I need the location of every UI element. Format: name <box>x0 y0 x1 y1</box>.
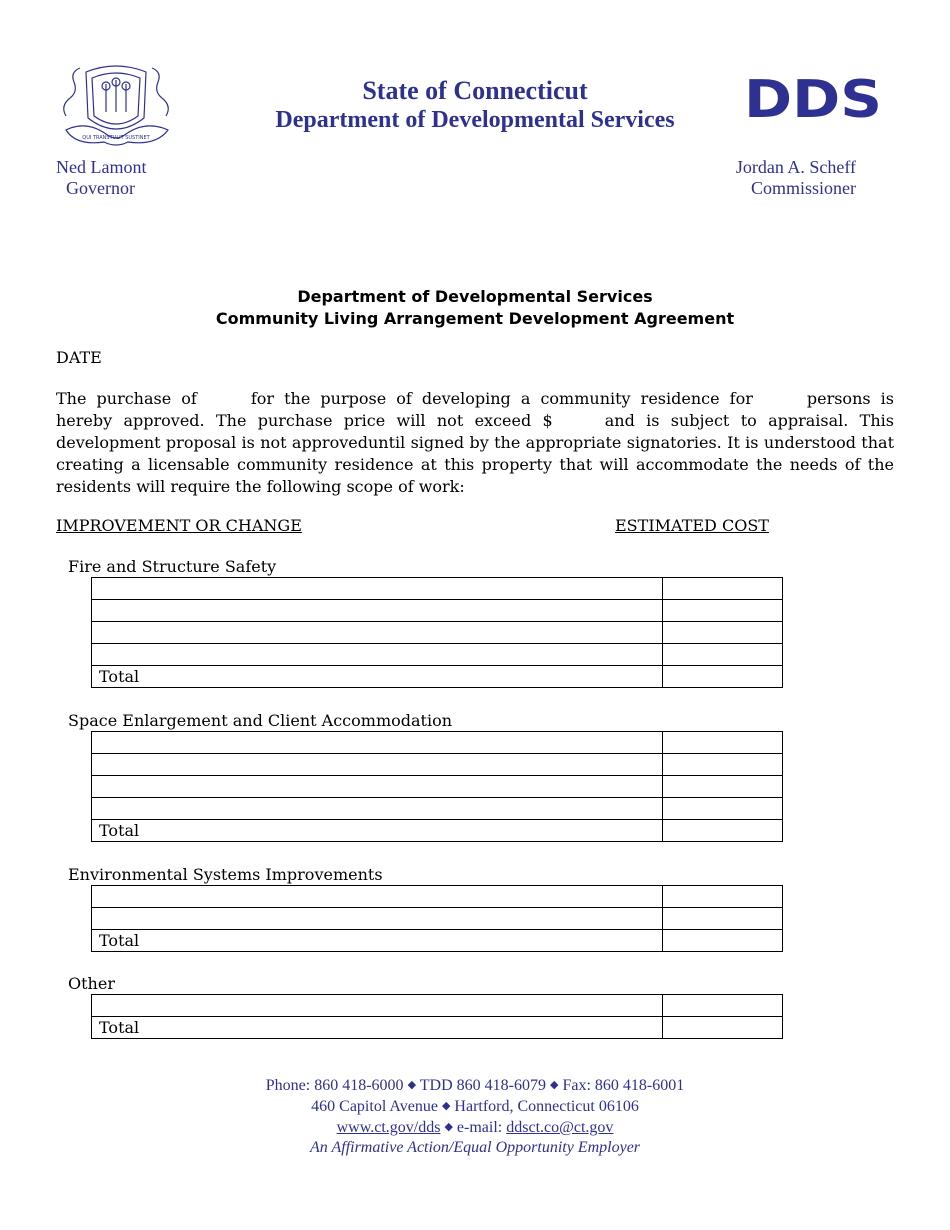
para-purchase-of: The purchase of <box>56 389 197 408</box>
diamond-separator-icon: ◆ <box>407 1079 417 1091</box>
table-row <box>92 600 783 622</box>
dds-logo-icon <box>744 74 884 120</box>
environmental-table <box>91 885 783 952</box>
total-cost-cell[interactable] <box>663 666 783 688</box>
improvement-cell[interactable] <box>92 578 663 600</box>
cost-cell[interactable] <box>663 644 783 666</box>
email-label: e-mail: <box>456 1119 503 1136</box>
table-row <box>92 578 783 600</box>
total-row <box>92 666 783 688</box>
cost-cell[interactable] <box>663 754 783 776</box>
governor-name: Ned Lamont <box>56 157 147 177</box>
section-environmental-title: Environmental Systems Improvements <box>68 865 383 884</box>
commissioner-title: Commissioner <box>750 178 856 198</box>
diamond-separator-icon: ◆ <box>549 1079 559 1091</box>
diamond-separator-icon: ◆ <box>444 1121 453 1133</box>
footer-phone: Phone: 860 418-6000 <box>265 1077 404 1094</box>
heading-line-2: Community Living Arrangement Development Agreement <box>215 309 735 328</box>
governor-block <box>56 157 146 199</box>
improvement-cell[interactable] <box>92 776 663 798</box>
total-cost-cell[interactable] <box>663 1017 783 1039</box>
footer <box>0 1075 950 1158</box>
commissioner-block <box>736 157 856 199</box>
other-table <box>91 994 783 1039</box>
department-title: Department of Developmental Services <box>275 107 675 133</box>
cost-cell[interactable] <box>663 600 783 622</box>
improvement-column-header: IMPROVEMENT OR CHANGE <box>56 516 302 535</box>
improvement-cell[interactable] <box>92 622 663 644</box>
fire-safety-table <box>91 577 783 688</box>
cost-cell[interactable] <box>663 622 783 644</box>
table-row <box>92 908 783 930</box>
footer-contact-line <box>0 1075 950 1096</box>
improvement-cell[interactable] <box>92 908 663 930</box>
footer-fax: Fax: 860 418-6001 <box>562 1077 685 1094</box>
table-row <box>92 754 783 776</box>
document-heading <box>0 286 950 330</box>
footer-address-line <box>0 1096 950 1117</box>
total-label: Total <box>92 930 663 952</box>
footer-city: Hartford, Connecticut 06106 <box>454 1098 639 1115</box>
section-fire-safety-title: Fire and Structure Safety <box>68 557 277 576</box>
total-label: Total <box>92 820 663 842</box>
table-row <box>92 622 783 644</box>
diamond-separator-icon: ◆ <box>441 1100 451 1112</box>
improvement-cell[interactable] <box>92 798 663 820</box>
cost-cell[interactable] <box>663 578 783 600</box>
commissioner-name: Jordan A. Scheff <box>735 157 856 177</box>
total-row <box>92 820 783 842</box>
state-title: State of Connecticut <box>362 76 588 105</box>
dds-logo-text: DDS <box>744 74 882 120</box>
improvement-cell[interactable] <box>92 995 663 1017</box>
table-row <box>92 644 783 666</box>
improvement-cell[interactable] <box>92 886 663 908</box>
governor-title: Governor <box>66 178 135 198</box>
agreement-paragraph <box>56 388 894 498</box>
cost-cell[interactable] <box>663 776 783 798</box>
improvement-cell[interactable] <box>92 644 663 666</box>
total-label: Total <box>92 666 663 688</box>
cost-cell[interactable] <box>663 995 783 1017</box>
total-cost-cell[interactable] <box>663 820 783 842</box>
footer-eoe-statement: An Affirmative Action/Equal Opportunity Employer <box>309 1139 641 1156</box>
para-persons: persons is hereby approved. The purchase price will not exceed $ <box>56 389 894 430</box>
seal-ribbon-text: QUI TRANSTULIT SUSTINET <box>82 135 150 141</box>
section-other-title: Other <box>68 974 115 993</box>
table-row <box>92 886 783 908</box>
total-label: Total <box>92 1017 663 1039</box>
para-rest: and is subject to appraisal. This development proposal is not approveduntil signed by the appropriate signatories. It is understood that creating a licensable community residence at this property that will accommodate the needs of the residents will require the following scope of work: <box>56 411 894 496</box>
date-label: DATE <box>56 348 102 367</box>
table-row <box>92 776 783 798</box>
cost-cell[interactable] <box>663 908 783 930</box>
total-cost-cell[interactable] <box>663 930 783 952</box>
cost-cell[interactable] <box>663 886 783 908</box>
cost-cell[interactable] <box>663 732 783 754</box>
table-row <box>92 798 783 820</box>
improvement-cell[interactable] <box>92 754 663 776</box>
website-link[interactable]: www.ct.gov/dds <box>336 1119 441 1136</box>
para-for-purpose: for the purpose of developing a community residence for <box>250 389 753 408</box>
space-enlargement-table <box>91 731 783 842</box>
footer-street: 460 Capitol Avenue <box>311 1098 438 1115</box>
email-link[interactable]: ddsct.co@ct.gov <box>506 1119 614 1136</box>
total-row <box>92 930 783 952</box>
improvement-cell[interactable] <box>92 732 663 754</box>
table-row <box>92 732 783 754</box>
estimated-cost-column-header: ESTIMATED COST <box>615 516 769 535</box>
total-row <box>92 1017 783 1039</box>
table-row <box>92 995 783 1017</box>
cost-cell[interactable] <box>663 798 783 820</box>
footer-tdd: TDD 860 418-6079 <box>419 1077 546 1094</box>
footer-web-line <box>0 1117 950 1138</box>
heading-line-1: Department of Developmental Services <box>297 287 653 306</box>
section-space-enlargement-title: Space Enlargement and Client Accommodation <box>68 711 453 730</box>
improvement-cell[interactable] <box>92 600 663 622</box>
